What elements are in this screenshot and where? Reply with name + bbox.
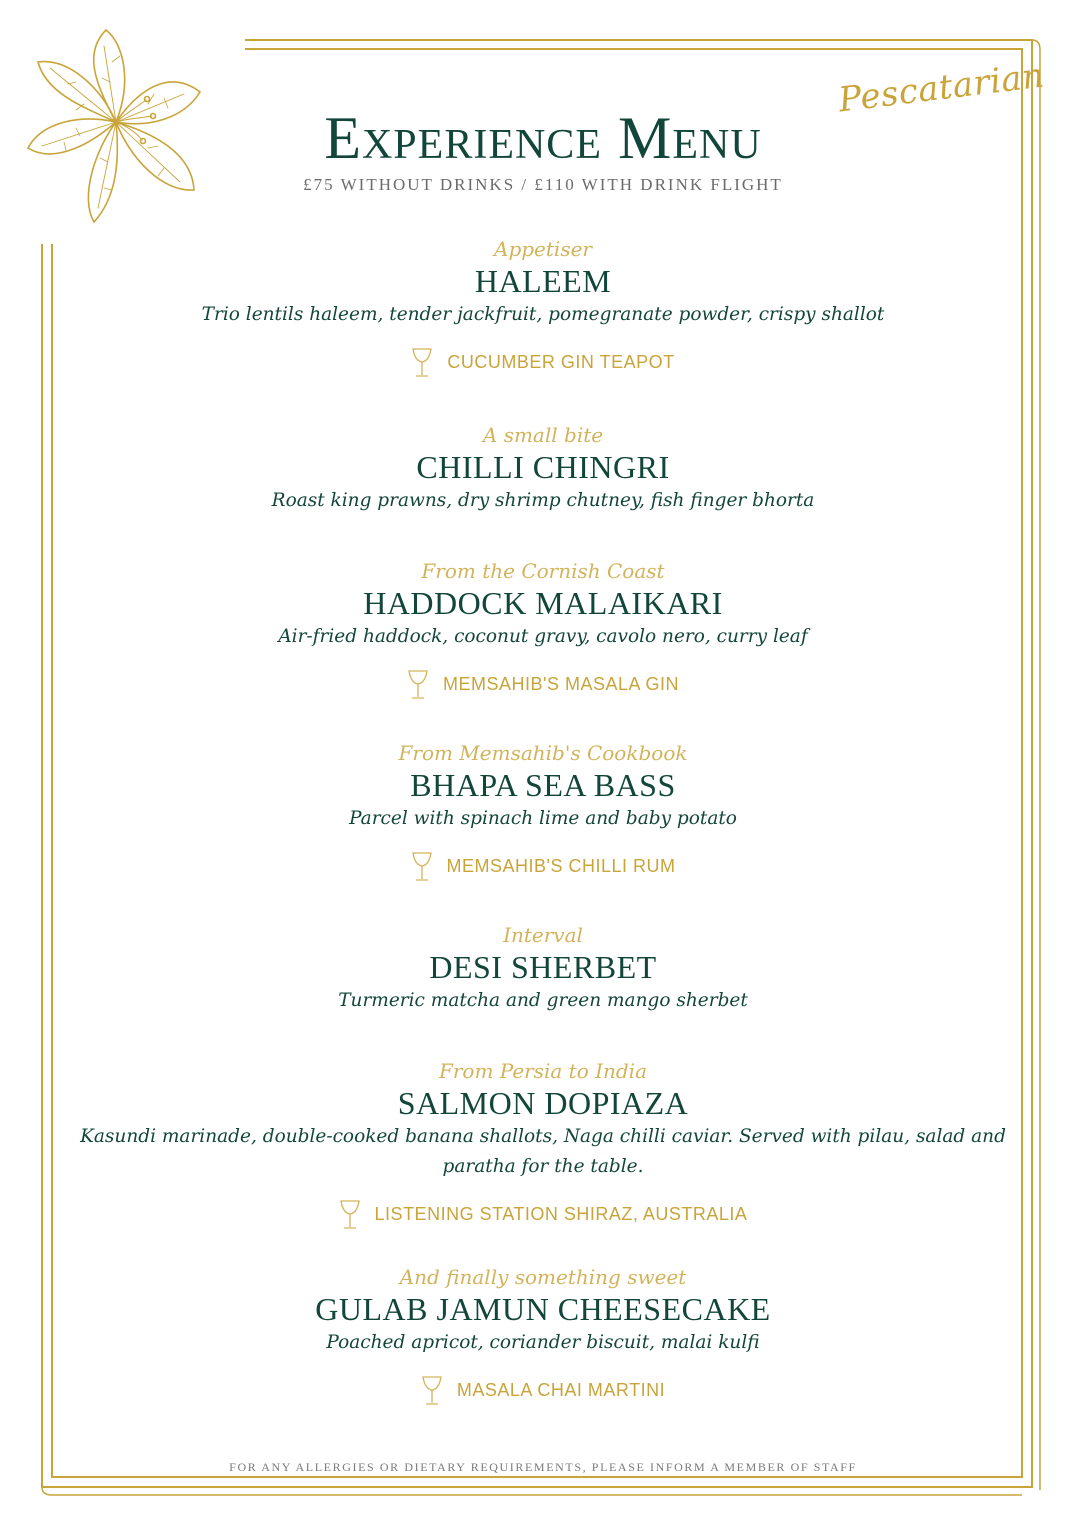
dish-description: Kasundi marinade, double-cooked banana shallots, Naga chilli caviar. Served with pilau, salad and paratha for the table. <box>80 1126 1006 1177</box>
dish-description: Poached apricot, coriander biscuit, malai kulfi <box>326 1332 760 1353</box>
dish-name: HALEEM <box>474 263 612 299</box>
dish-description: Air-fried haddock, coconut gravy, cavolo nero, curry leaf <box>278 626 808 647</box>
course-label: Appetiser <box>494 237 592 261</box>
course-label: From Memsahib's Cookbook <box>398 741 688 765</box>
dish-name: CHILLI CHINGRI <box>416 449 670 485</box>
drink-name: MEMSAHIB'S CHILLI RUM <box>446 855 676 876</box>
drink-name: LISTENING STATION SHIRAZ, AUSTRALIA <box>374 1203 748 1224</box>
course-appetiser <box>40 236 1046 380</box>
dish-description: Roast king prawns, dry shrimp chutney, fish finger bhorta <box>271 490 815 511</box>
dish-name: GULAB JAMUN CHEESECAKE <box>315 1291 771 1327</box>
dish-name: BHAPA SEA BASS <box>410 767 676 803</box>
course-label: From the Cornish Coast <box>421 559 665 583</box>
drink-pairing <box>40 1196 1046 1232</box>
course-label: A small bite <box>482 423 604 447</box>
drink-pairing <box>40 344 1046 380</box>
cocktail-glass-icon <box>421 1373 443 1407</box>
course-label: And finally something sweet <box>399 1265 687 1289</box>
course-memsahib-cookbook <box>40 740 1046 884</box>
cocktail-glass-icon <box>407 667 429 701</box>
price-line: £75 WITHOUT DRINKS / £110 WITH DRINK FLIGHT <box>303 175 783 194</box>
course-small-bite <box>40 422 1046 516</box>
dish-name: DESI SHERBET <box>429 949 657 985</box>
course-cornish-coast <box>40 558 1046 702</box>
cocktail-glass-icon <box>339 1197 361 1231</box>
drink-name: MEMSAHIB'S MASALA GIN <box>443 673 679 694</box>
drink-name: CUCUMBER GIN TEAPOT <box>447 351 675 372</box>
allergy-note: FOR ANY ALLERGIES OR DIETARY REQUIREMENTS, PLEASE INFORM A MEMBER OF STAFF <box>229 1460 857 1474</box>
dish-description: Trio lentils haleem, tender jackfruit, pomegranate powder, crispy shallot <box>201 304 885 325</box>
cocktail-glass-icon <box>411 345 433 379</box>
drink-pairing <box>40 848 1046 884</box>
page-title: Experience Menu <box>324 105 762 171</box>
dish-description: Turmeric matcha and green mango sherbet <box>338 990 748 1011</box>
cocktail-glass-icon <box>411 849 433 883</box>
course-label: From Persia to India <box>438 1059 648 1083</box>
dish-description: Parcel with spinach lime and baby potato <box>349 808 737 829</box>
course-interval <box>40 922 1046 1016</box>
course-persia-to-india <box>40 1058 1046 1232</box>
dish-name: SALMON DOPIAZA <box>397 1085 689 1121</box>
course-label: Interval <box>503 923 583 947</box>
dish-name: HADDOCK MALAIKARI <box>363 585 723 621</box>
drink-pairing <box>40 666 1046 702</box>
course-something-sweet <box>40 1264 1046 1408</box>
drink-pairing <box>40 1372 1046 1408</box>
diet-tag: Pescatarian <box>836 55 1047 121</box>
drink-name: MASALA CHAI MARTINI <box>456 1379 666 1400</box>
